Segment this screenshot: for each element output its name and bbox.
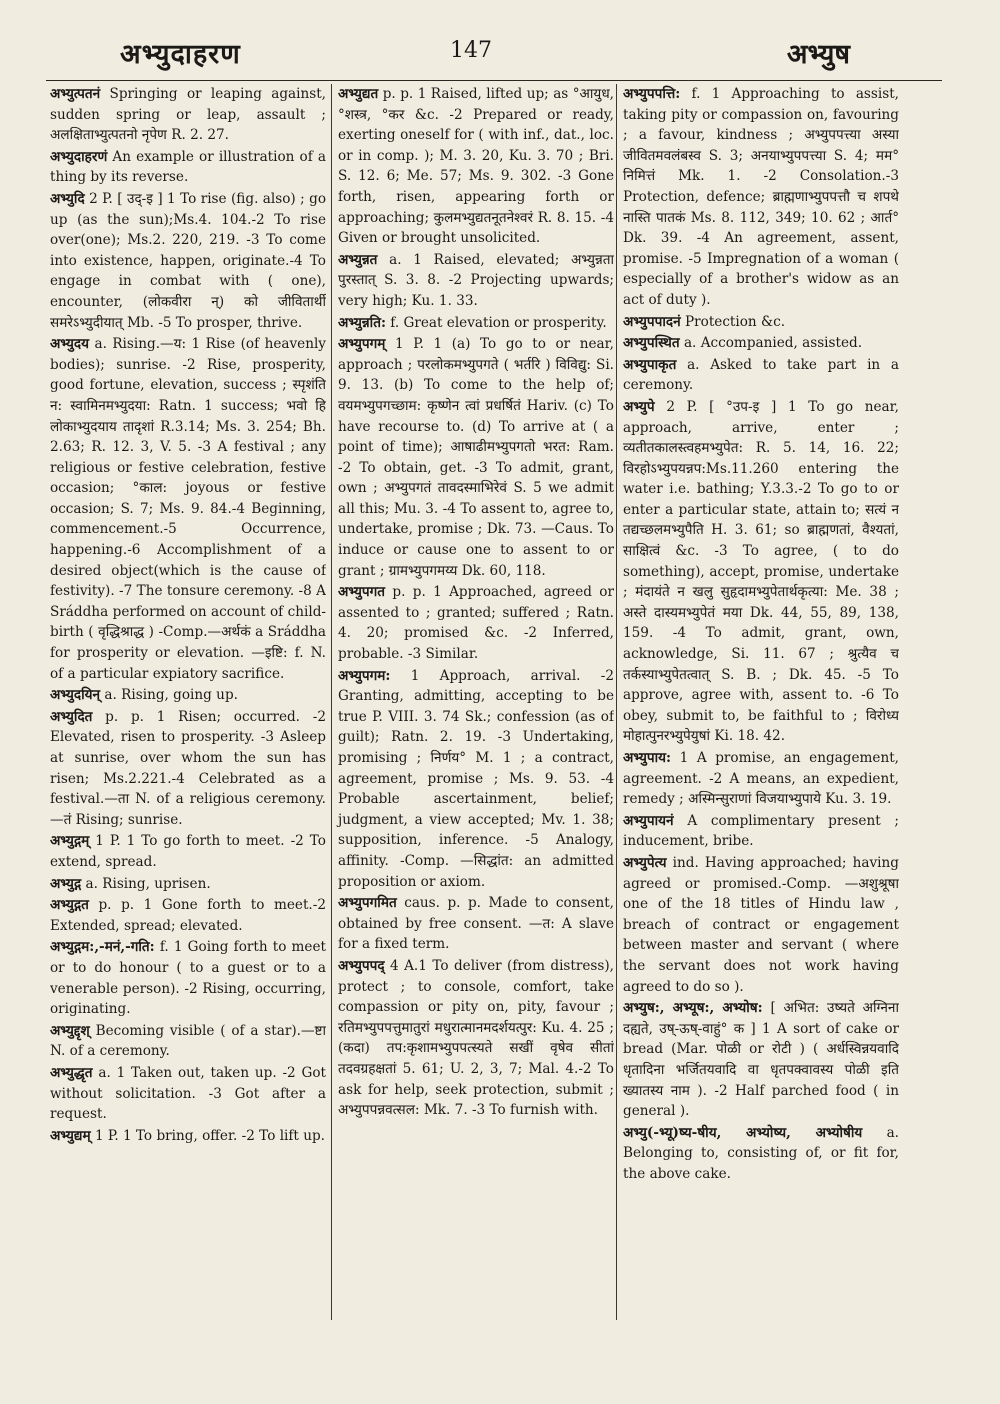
dictionary-entry	[623, 853, 899, 997]
dictionary-entry	[338, 334, 614, 581]
entry-headword: अभ्युदित	[50, 708, 93, 725]
entry-definition: 2 P. [ उद्-इ ] 1 To rise (fig. also) ; go up (as the sun);Ms.4. 104.-2 To rise over(one); Ms.2. 220, 219. -3 To come into existence, happen, originate.-4 To engage in combat with ( one), encounter, (लोकवीरा न्) को जीवितार्थी समरेऽभ्युदीयात् Mb. -5 To prosper, thrive.	[50, 190, 326, 331]
entry-headword: अभ्युद्गत	[50, 897, 89, 914]
left-guide-word: अभ्युदाहरण	[120, 39, 241, 70]
dictionary-entry	[623, 811, 899, 852]
entry-definition: a. 1 Raised, elevated; अभ्युन्नता पुरस्तात् S. 3. 8. -2 Projecting upwards; very high; Ku. 1. 33.	[338, 251, 614, 309]
entry-headword: अभ्युपायनं	[623, 812, 674, 829]
entry-definition: 1 P. 1 (a) To go to or near, approach ; परलोकमभ्युपगते ( भर्तरि ) विविद्यु: Si. 9. 13. (b) To come to the help of; वयमभ्युपगच्छाम: कृष्णेन त्वां प्रधर्षितं Hariv. (c) To have recourse to. (d) To arrive at ( a point of time); आषाढीमभ्युपगतो भरत: Ram. -2 To obtain, get. -3 To admit, grant, own ; अभ्युपगतं तावदस्माभिरेवं S. 5 we admit all this; Mu. 3. -4 To assent to, agree to, undertake, promise ; Dk. 73. —Caus. To induce or cause one to assent to or grant ; ग्रामभ्युपगमय्य Dk. 60, 118.	[338, 336, 614, 579]
entry-definition: 1 A promise, an engagement, agreement. -2 A means, an expedient, remedy ; अस्मिन्सुराणां विजयाभ्युपाये Ku. 3. 19.	[623, 750, 899, 808]
entry-headword: अभ्युद्गम्	[50, 833, 90, 850]
entry-headword: अभ्युदि	[50, 190, 85, 207]
entry-headword: अभ्युपेत्य	[623, 854, 667, 871]
entry-headword: अभ्युन्नत	[338, 251, 378, 268]
dictionary-entry	[338, 84, 614, 249]
entry-headword: अभ्युपपादनं	[623, 313, 681, 330]
entry-definition: 2 P. [ °उप-इ ] 1 To go near, approach, arrive, enter ; व्यतीतकालस्त्वहमभ्युपेत: R. 5. 14, 16. 22; विरहोऽभ्युपयन्नप:Ms.11.260 entering the water i.e. bathing; Y.3.3.-2 To go to or enter a particular state, attain to; सत्यं न तद्यच्छलमभ्युपैति H. 3. 61; so ब्राह्मणतां, वैश्यतां, साक्षित्वं &c. -3 To agree, ( to do something), accept, promise, undertake ; मंदायंते न खलु सुहृदामभ्युपेतार्थकृत्या: Me. 38 ; अस्ते दास्यमभ्युपेतं मया Dk. 44, 55, 89, 138, 159. -4 To admit, grant, own, acknowledge, Si. 11. 67 ; श्रुत्यैव च तर्कस्याभ्युपेतत्वात् S. B. ; Dk. 45. -5 To approve, agree with, assent to. -6 To obey, submit to, be faithful to ; विरोध्य मोहात्पुनरभ्युपेयुषां Ki. 18. 42.	[623, 398, 899, 745]
dictionary-entry	[623, 355, 899, 396]
entry-definition: a. Rising, uprisen.	[85, 875, 211, 892]
column-3	[616, 84, 899, 1320]
entry-definition: f. 1 Approaching to assist, taking pity or compassion on, favouring ; a favour, kindness ; अभ्युपपत्त्या अस्या जीवितमवलंबस्व S. 3; अनयाभ्युपपत्त्या S. 4; मम° निमित्तं Mk. 1. -2 Consolation.-3 Protection, defence; ब्राह्मणाभ्युपपत्तौ च शपथे नास्ति पातकं Ms. 8. 112, 349; 10. 62 ; आर्त° Dk. 39. -4 An agreement, assent, promise. -5 Impregnation of a woman ( especially of a brother's widow as an act of duty ).	[623, 86, 899, 308]
dictionary-entry	[50, 831, 326, 872]
entry-headword: अभ्युदय	[50, 336, 90, 353]
entry-definition: f. 1 Going forth to meet or to do honour ( to a guest or to a venerable person). -2 Rising, occurring, originating.	[50, 939, 326, 1018]
dictionary-entry	[338, 313, 614, 334]
dictionary-entry	[338, 893, 614, 955]
dictionary-entry	[50, 707, 326, 831]
entry-headword: अभ्यु(-भ्यू)ष्य-षीय, अभ्योष्य, अभ्योषीय	[623, 1124, 863, 1141]
right-guide-word: अभ्युष	[786, 39, 850, 70]
dictionary-entry	[623, 312, 899, 333]
dictionary-entry	[623, 998, 899, 1122]
entry-headword: अभ्युद्यम्	[50, 1127, 91, 1144]
dictionary-entry	[50, 874, 326, 895]
entry-headword: अभ्युपगमित	[338, 895, 397, 912]
page-number: 147	[450, 38, 492, 63]
entry-definition: Protection &c.	[684, 313, 786, 330]
entry-headword: अभ्युन्नति:	[338, 314, 386, 331]
entry-definition: 1 Approach, arrival. -2 Granting, admitting, accepting to be true P. VIII. 3. 74 Sk.; confession (as of guilt); Ratn. 2. 19. -3 Undertaking, promising ; निर्णय° M. 1 ; a contract, agreement, promise ; Ms. 9. 53. -4 Probable ascertainment, belief; judgment, a view accepted; Mv. 1. 38; supposition, inference. -5 Analogy, affinity. -Comp. —सिद्धांत: an admitted proposition or axiom.	[338, 667, 614, 890]
entry-headword: अभ्युपे	[623, 398, 655, 415]
entry-definition: 4 A.1 To deliver (from distress), protect ; to console, comfort, take compassion or pity on, pity, favour ; रतिमभ्युपपत्तुमातुरां मधुरात्मानमदर्शयत्पुर: Ku. 4. 25 ; (कदा) तप:कृशामभ्युपपत्स्यते सखीं वृषेव सीतां तदवग्रहक्षतां 5. 61; U. 2, 3, 7; Mal. 4.-2 To ask for help, seek protection, submit ; अभ्युपपन्नवत्सल: Mk. 7. -3 To furnish with.	[338, 957, 614, 1119]
entry-definition: a. Belonging to, consisting of, or fit for, the above cake.	[623, 1124, 899, 1182]
entry-headword: अभ्युत्पतनं	[50, 86, 101, 102]
entry-definition: Becoming visible ( of a star).—ष्टा N. of a ceremony.	[50, 1022, 326, 1060]
entry-definition: p. p. 1 Gone forth to meet.-2 Extended, spread; elevated.	[50, 897, 326, 934]
entry-definition: a. Asked to take part in a ceremony.	[623, 356, 899, 394]
dictionary-entry	[50, 84, 326, 146]
entry-definition: Springing or leaping against, sudden spring or leap, assault ; अलक्षिताभ्युत्पतनो नृपेण R. 2. 27.	[50, 86, 326, 144]
entry-definition: [ अभित: उष्यते अग्निना दह्यते, उष्-ऊष्-वाहुं° क ] 1 A sort of cake or bread (Mar. पोळी or रोटी ) ( अर्धस्विन्नयवादि धृतादिना भर्जितयवादि वा धृतपक्वावस्य पोळी इति ख्यातस्य नाम ). -2 Half parched food ( in general ).	[623, 1000, 899, 1120]
entry-headword: अभ्युद्यत	[338, 86, 379, 102]
dictionary-entry	[338, 666, 614, 893]
dictionary-entry	[623, 1123, 899, 1185]
dictionary-entry	[50, 1126, 326, 1147]
dictionary-entry	[623, 748, 899, 810]
dictionary-entry	[50, 334, 326, 684]
entry-definition: A complimentary present ; inducement, bribe.	[623, 812, 899, 850]
entry-definition: a. Accompanied, assisted.	[683, 335, 863, 352]
dictionary-entry	[50, 147, 326, 188]
entry-headword: अभ्युपगम:	[338, 667, 391, 684]
entry-definition: a. 1 Taken out, taken up. -2 Got without solicitation. -3 Got after a request.	[50, 1064, 326, 1123]
page-header	[40, 30, 960, 80]
dictionary-entry	[338, 956, 614, 1121]
dictionary-entry	[338, 250, 614, 312]
entry-definition: f. Great elevation or prosperity.	[390, 314, 607, 331]
header-rule	[46, 80, 942, 81]
entry-headword: अभ्युपपद्	[338, 957, 385, 974]
entry-headword: अभ्युपगम्	[338, 336, 386, 353]
entry-headword: अभ्युदयिन्	[50, 687, 101, 704]
entry-definition: 1 P. 1 To bring, offer. -2 To lift up.	[94, 1127, 325, 1144]
dictionary-entry	[338, 582, 614, 664]
entry-definition: p. p. 1 Risen; occurred. -2 Elevated, risen to prosperity. -3 Asleep at sunrise, over whom the sun has risen; Ms.2.221.-4 Celebrated as a festival.—ता N. of a religious ceremony. —तं Rising; sunrise.	[50, 708, 326, 828]
entry-headword: अभ्युष:, अभ्यूष:, अभ्योष:	[623, 1000, 763, 1017]
entry-headword: अभ्युद्धृत	[50, 1064, 93, 1081]
column-1	[50, 84, 326, 1320]
dictionary-entry	[623, 84, 899, 311]
entry-definition: a. Rising.—य: 1 Rise (of heavenly bodies); sunrise. -2 Rise, prosperity, good fortune, elevation, success ; स्पृशंति न: स्वामिनमभ्युदया: Ratn. 1 success; भवो हि लोकाभ्युदयाय तादृशां R.3.14; Ms. 3. 254; Bh. 2.63; R. 12. 3, V. 5. -3 A festival ; any religious or festive celebration, festive occasion; °काल: joyous or festive occasion; S. 7; Ms. 9. 84.-4 Beginning, commencement.-5 Occurrence, happening.-6 Accomplishment of a desired object(which is the cause of festivity). -7 The tonsure ceremony. -8 A Sráddha performed on account of child-birth ( वृद्धिश्राद्ध ) -Comp.—अर्थकं a Sráddha for prosperity or elevation. —इष्टि: f. N. of a particular expiatory sacrifice.	[50, 336, 326, 682]
dictionary-entry	[50, 895, 326, 936]
entry-headword: अभ्युद्ग	[50, 875, 82, 892]
entry-definition: p. p. 1 Approached, agreed or assented to ; granted; suffered ; Ratn. 4. 20; promised &c. -2 Inferred, probable. -3 Similar.	[338, 584, 614, 663]
entry-headword: अभ्युद्गम:,-मनं,-गति:	[50, 939, 155, 956]
column-2	[331, 84, 614, 1320]
entry-definition: 1 P. 1 To go forth to meet. -2 To extend, spread.	[50, 833, 326, 870]
entry-definition: An example or illustration of a thing by its reverse.	[50, 148, 326, 186]
entry-headword: अभ्युपगत	[338, 584, 386, 601]
entry-definition: caus. p. p. Made to consent, obtained by free consent. —त: A slave for a fixed term.	[338, 895, 614, 953]
dictionary-entry	[50, 685, 326, 706]
entry-definition: p. p. 1 Raised, lifted up; as °आयुध, °शस्त्र, °कर &c. -2 Prepared or ready, exerting oneself for ( with inf., dat., loc. or in comp. ); M. 3. 20, Ku. 3. 70 ; Bri. S. 12. 6; Me. 57; Ms. 9. 302. -3 Gone forth, risen, appearing forth or approaching; कुलमभ्युद्यतनूतनेश्वरं R. 8. 15. -4 Given or brought unsolicited.	[338, 86, 614, 247]
dictionary-entry	[50, 937, 326, 1019]
entry-headword: अभ्युपाय:	[623, 750, 672, 766]
dictionary-entry	[50, 1021, 326, 1062]
entry-headword: अभ्युपाकृत	[623, 356, 677, 373]
entry-headword: अभ्युदाहरणं	[50, 148, 108, 165]
dictionary-entry	[50, 189, 326, 333]
entry-definition: ind. Having approached; having agreed or promised.-Comp. —अशुश्रूषा one of the 18 titles of Hindu law , breach of contract or engagement between master and servant ( where the servant does not work having agreed to do so ).	[623, 854, 899, 995]
dictionary-entry	[623, 333, 899, 354]
dictionary-entry	[623, 397, 899, 747]
dictionary-entry	[50, 1063, 326, 1125]
entry-headword: अभ्युद्दृश्	[50, 1022, 90, 1039]
entry-definition: a. Rising, going up.	[104, 687, 238, 704]
entry-headword: अभ्युपस्थित	[623, 335, 680, 352]
entry-headword: अभ्युपपत्ति:	[623, 86, 681, 102]
